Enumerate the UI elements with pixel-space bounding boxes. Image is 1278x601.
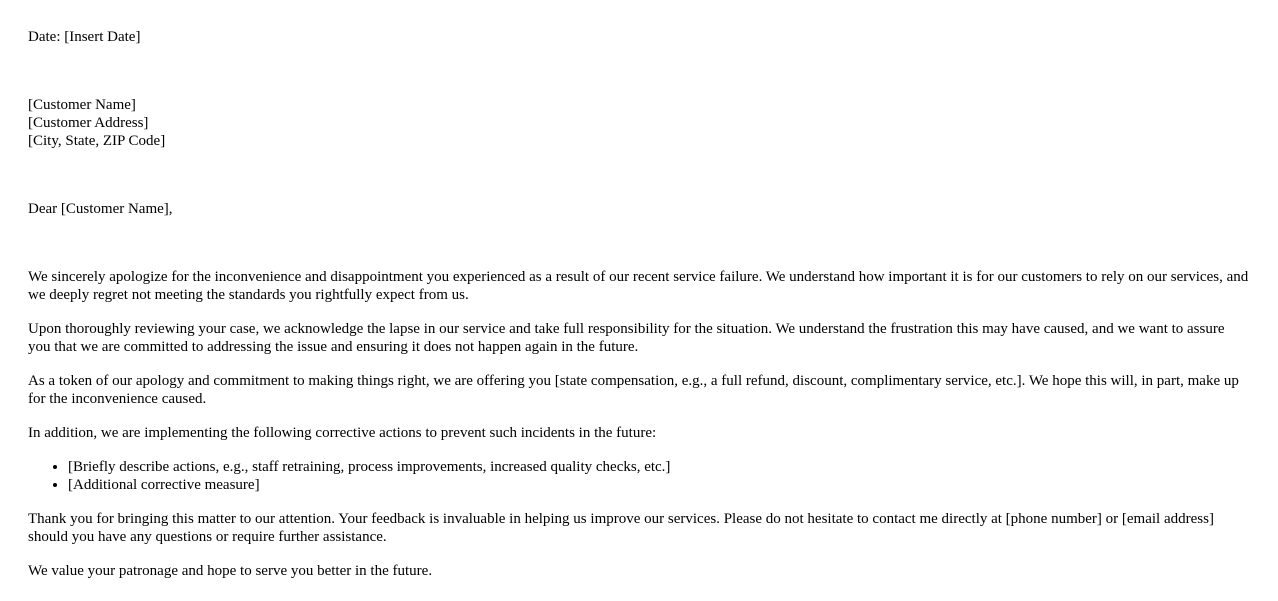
paragraph-closing: We value your patronage and hope to serve you better in the future. bbox=[28, 563, 433, 579]
address-line-city: [City, State, ZIP Code] bbox=[28, 133, 166, 149]
paragraph-thank-you: Thank you for bringing this matter to our attention. Your feedback is invaluable in helping us improve our services. Please do not hesitate to contact me directly at [phone number] or [email address] should you have any questions or require further assistance. bbox=[28, 511, 1214, 545]
address-line-name: [Customer Name] bbox=[28, 97, 136, 113]
corrective-actions-list bbox=[28, 458, 1250, 494]
recipient-address-block bbox=[28, 96, 1250, 150]
list-item: • [Briefly describe actions, e.g., staff retraining, process improvements, increased quality checks, etc.] bbox=[68, 458, 1250, 476]
paragraph-compensation: As a token of our apology and commitment to making things right, we are offering you [state compensation, e.g., a full refund, discount, complimentary service, etc.]. We hope this will, in part, make up for the inconvenience caused. bbox=[28, 373, 1239, 407]
list-item: • [Additional corrective measure] bbox=[68, 476, 1250, 494]
paragraph-corrective-intro: In addition, we are implementing the following corrective actions to prevent such incidents in the future: bbox=[28, 425, 657, 441]
paragraph-apology: We sincerely apologize for the inconvenience and disappointment you experienced as a result of our recent service failure. We understand how important it is for our customers to rely on our services, and we deeply regret not meeting the standards you rightfully expect from us. bbox=[28, 269, 1249, 303]
address-line-street: [Customer Address] bbox=[28, 115, 149, 131]
salutation: Dear [Customer Name], bbox=[28, 201, 173, 217]
paragraph-responsibility: Upon thoroughly reviewing your case, we acknowledge the lapse in our service and take full responsibility for the situation. We understand the frustration this may have caused, and we want to assure you that we are committed to addressing the issue and ensuring it does not happen again in the future. bbox=[28, 321, 1225, 355]
date-line: Date: [Insert Date] bbox=[28, 29, 141, 45]
